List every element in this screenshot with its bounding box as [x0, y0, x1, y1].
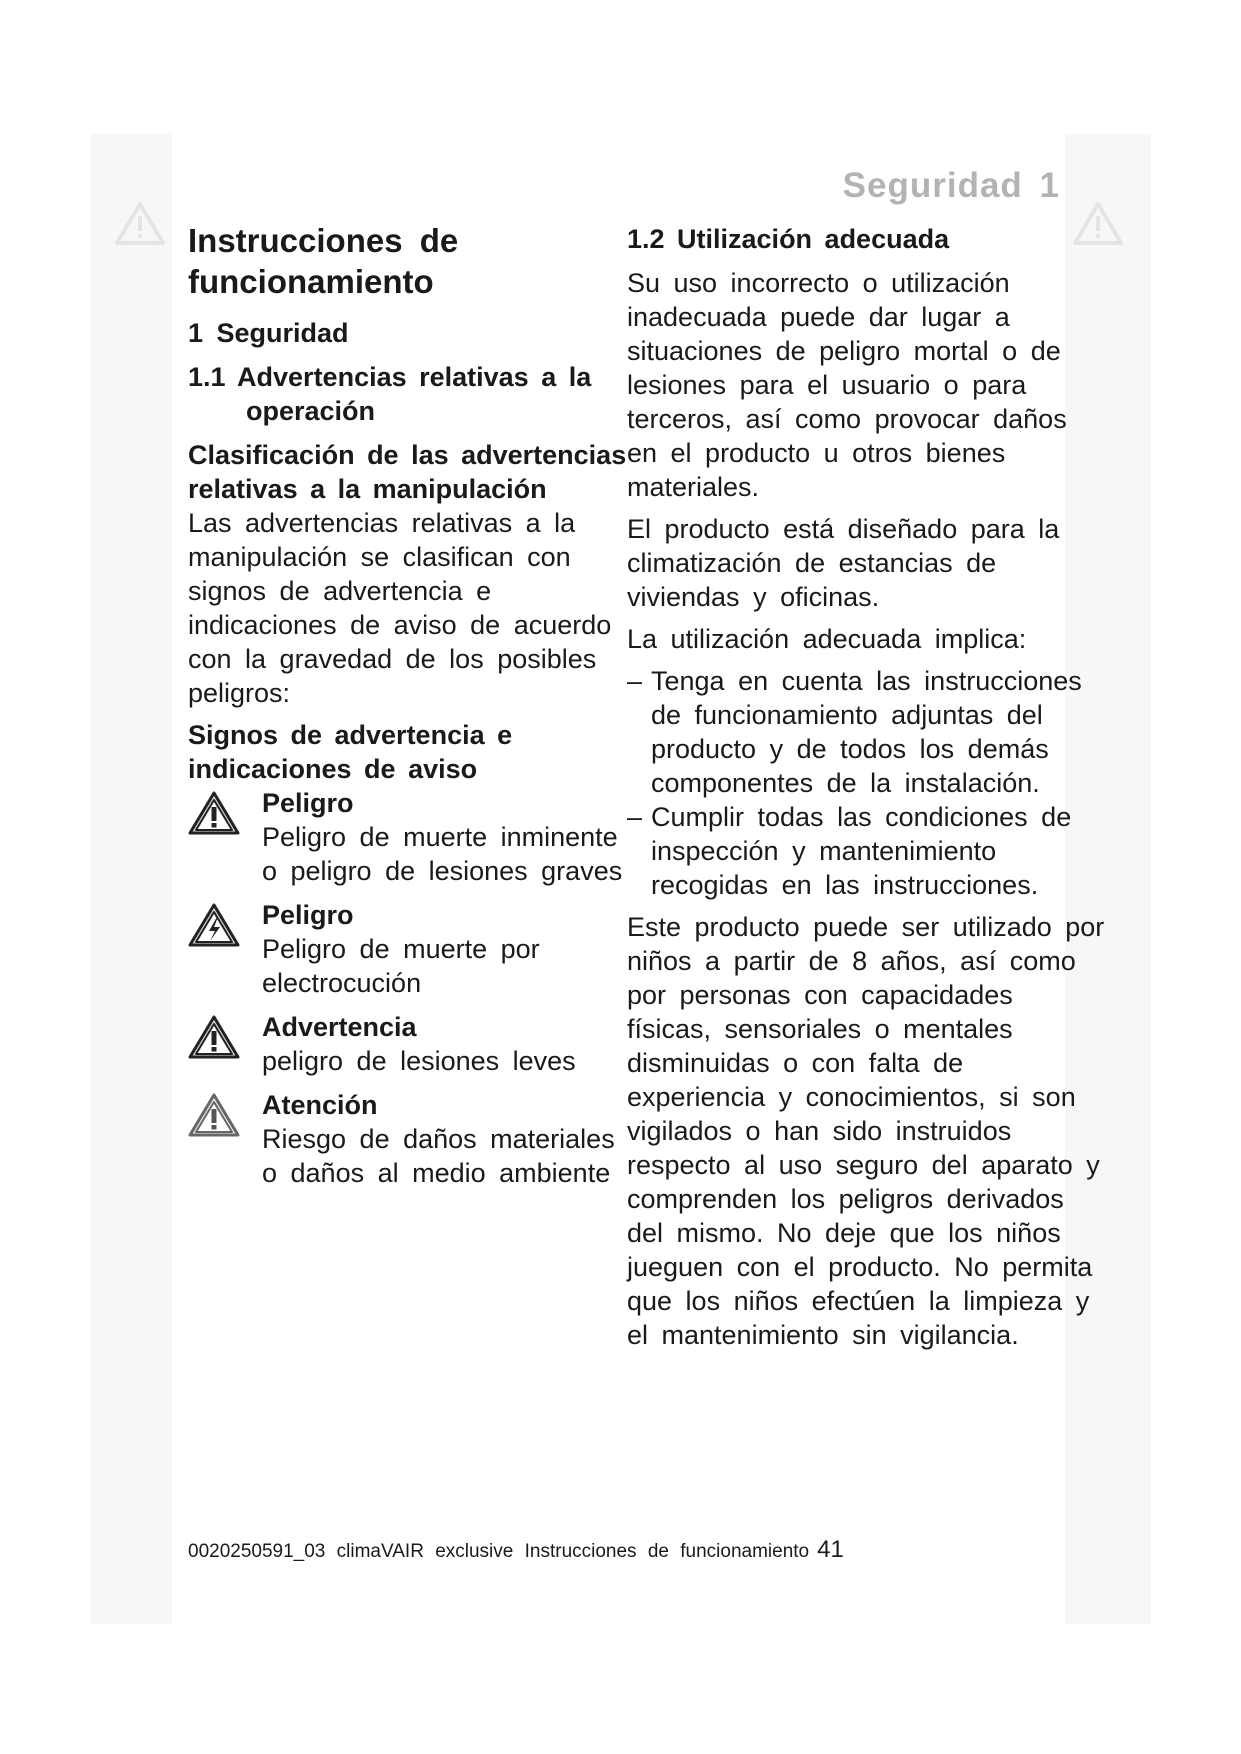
intended-use-paragraph-1: Su uso incorrecto o utilización inadecuada puede dar lugar a situaciones de peligro mortal o de lesiones para el usuario o para terceros, así como provocar daños en el producto u otros bienes materiales.: [627, 268, 1067, 502]
page-number: 41: [817, 1536, 844, 1563]
warning-advertencia: [188, 1010, 628, 1078]
list-item: – Cumplir todas las condiciones de inspección y mantenimiento recogidas en las instrucciones.: [627, 802, 1072, 900]
warning-electrocution-title: Peligro: [262, 900, 354, 930]
warning-atencion-title: Atención: [262, 1090, 378, 1120]
signs-heading: Signos de advertencia e indicaciones de aviso: [188, 720, 513, 784]
warning-atencion-text: Riesgo de daños materiales o daños al medio ambiente: [262, 1124, 615, 1188]
warning-advertencia-title: Advertencia: [262, 1012, 417, 1042]
document-title: Instrucciones de funcionamiento: [188, 222, 459, 300]
warning-electrocution: [188, 898, 628, 1000]
running-head: Seguridad 1: [842, 166, 1060, 205]
electric-shock-icon: [188, 902, 240, 948]
margin-warning-icon-left: [114, 200, 166, 246]
list-item: – Tenga en cuenta las instrucciones de funcionamiento adjuntas del producto y de todos los demás componentes de la instalación.: [627, 666, 1082, 798]
page-footer: [188, 1536, 844, 1564]
danger-exclamation-icon: [188, 790, 240, 836]
intended-use-paragraph-2: El producto está diseñado para la climatización de estancias de viviendas y oficinas.: [627, 514, 1060, 612]
warning-electrocution-text: Peligro de muerte por electrocución: [262, 934, 540, 998]
warning-atencion: [188, 1088, 628, 1190]
left-column: [188, 220, 628, 1200]
intended-use-list: [627, 664, 1107, 902]
warning-advertencia-text: peligro de lesiones leves: [262, 1046, 576, 1076]
intended-use-paragraph-3: La utilización adecuada implica:: [627, 624, 1027, 654]
section-1-heading: 1 Seguridad: [188, 318, 349, 348]
warning-danger: [188, 786, 628, 888]
warning-danger-text: Peligro de muerte inminente o peligro de lesiones graves: [262, 822, 623, 886]
right-column: [627, 222, 1107, 1352]
warning-danger-title: Peligro: [262, 788, 354, 818]
caution-exclamation-icon: [188, 1092, 240, 1138]
classification-text: Las advertencias relativas a la manipulación se clasifican con signos de advertencia e indicaciones de aviso de acuerdo con la gravedad de los posibles peligros:: [188, 508, 612, 708]
warning-exclamation-icon: [188, 1014, 240, 1060]
intended-use-paragraph-4: Este producto puede ser utilizado por niños a partir de 8 años, así como por personas con capacidades físicas, sensoriales o mentales disminuidas o con falta de experiencia y conocimientos, si son vigilados o han sido instruidos respecto al uso seguro del aparato y comprenden los peligros derivados del mismo. No deje que los niños jueguen con el producto. No permita que los niños efectúen la limpieza y el mantenimiento sin vigilancia.: [627, 912, 1105, 1350]
section-1-1-heading: 1.1 Advertencias relativas a la operación: [188, 362, 592, 426]
footer-text: 0020250591_03 climaVAIR exclusive Instrucciones de funcionamiento: [188, 1541, 810, 1562]
classification-heading: Clasificación de las advertencias relativas a la manipulación: [188, 440, 627, 504]
section-1-2-heading: 1.2 Utilización adecuada: [627, 224, 950, 254]
